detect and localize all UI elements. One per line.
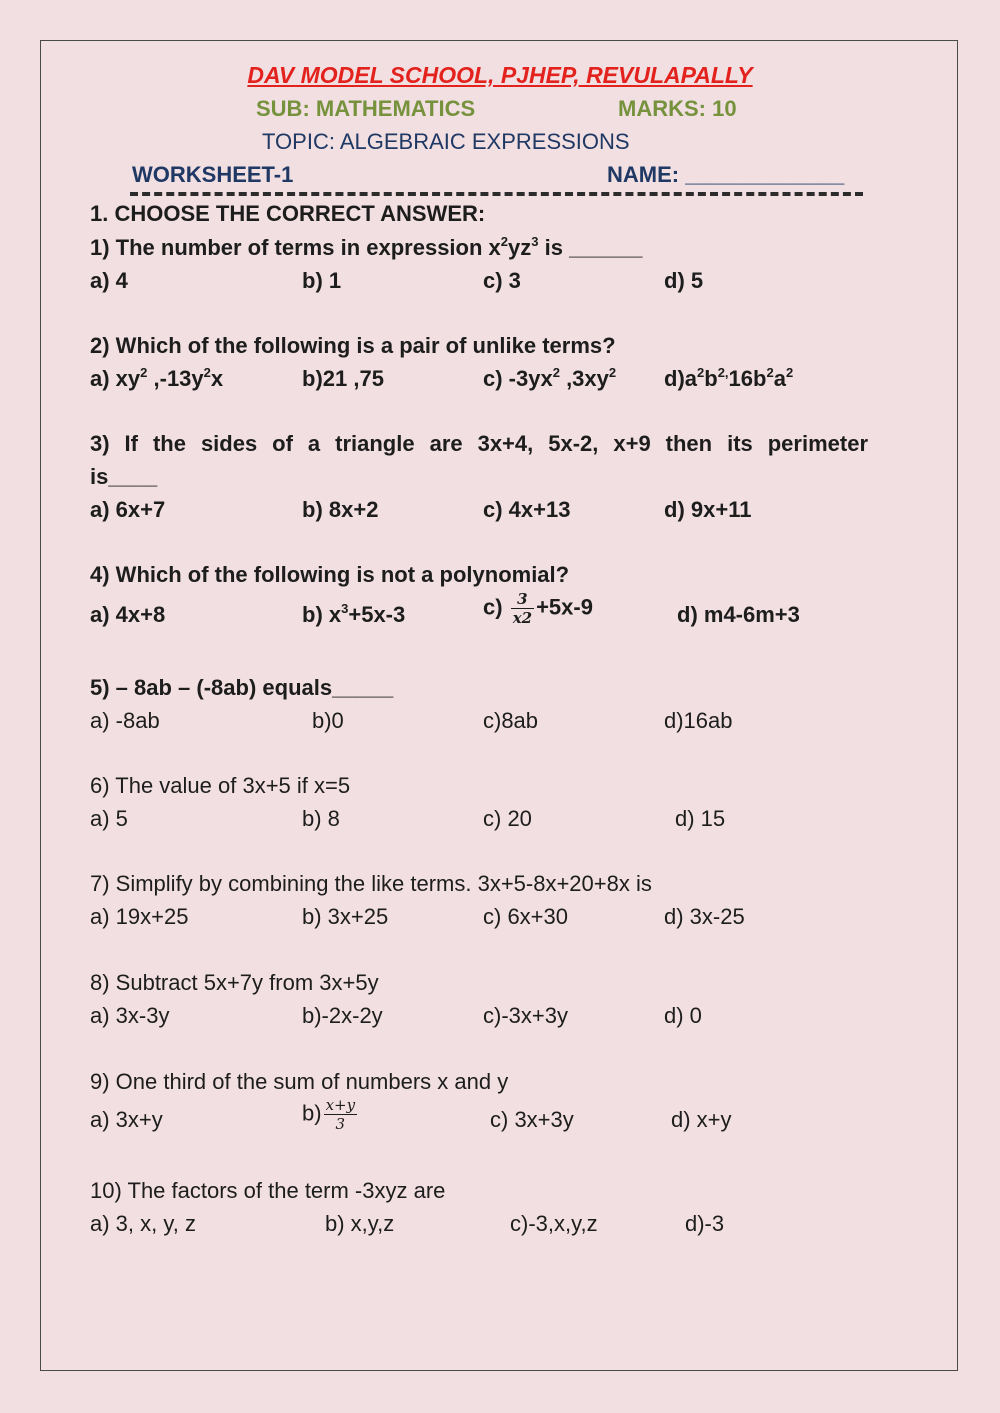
q6-option-d[interactable]: d) 15 — [675, 806, 726, 831]
q9-option-d[interactable]: d) x+y — [671, 1107, 732, 1132]
worksheet-label: WORKSHEET-1 — [132, 162, 294, 187]
q7-option-b[interactable]: b) 3x+25 — [302, 904, 389, 929]
q10-option-b[interactable]: b) x,y,z — [325, 1211, 395, 1236]
question-3-line-1: 3) If the sides of a triangle are 3x+4, 5x-2, x+9 then its perimeter — [90, 431, 868, 456]
q9-option-a[interactable]: a) 3x+y — [90, 1107, 163, 1132]
q3-option-c[interactable]: c) 4x+13 — [483, 497, 571, 522]
q8-option-c[interactable]: c)-3x+3y — [483, 1003, 568, 1028]
q6-option-b[interactable]: b) 8 — [302, 806, 340, 831]
q8-option-d[interactable]: d) 0 — [664, 1003, 702, 1028]
question-5: 5) – 8ab – (-8ab) equals_____ — [90, 675, 394, 700]
question-9: 9) One third of the sum of numbers x and y — [90, 1069, 509, 1094]
question-4: 4) Which of the following is not a polynomial? — [90, 562, 570, 587]
fraction: $\frac{x+y}{3}$ — [325, 1096, 356, 1133]
question-3-line-2: is____ — [90, 464, 158, 489]
fraction: $\frac{3}{x2}$ — [512, 590, 533, 627]
topic-label: TOPIC: ALGEBRAIC EXPRESSIONS — [262, 129, 630, 154]
q1-option-d[interactable]: d) 5 — [664, 268, 704, 293]
q4-option-a[interactable]: a) 4x+8 — [90, 602, 166, 627]
dashed-divider — [130, 192, 863, 196]
question-1: 1) The number of terms in expression $x^2yz^3$ is ______ — [90, 234, 643, 260]
school-name: DAV MODEL SCHOOL, PJHEP, REVULAPALLY — [247, 62, 753, 88]
question-8: 8) Subtract 5x+7y from 3x+5y — [90, 970, 379, 995]
name-field[interactable]: NAME: _____________ — [607, 162, 845, 187]
q10-option-d[interactable]: d)-3 — [685, 1211, 725, 1236]
q2-option-b[interactable]: b)21 ,75 — [302, 366, 384, 391]
q1-option-c[interactable]: c) 3 — [483, 268, 521, 293]
question-6: 6) The value of 3x+5 if x=5 — [90, 773, 351, 798]
q1-option-a[interactable]: a) 4 — [90, 268, 128, 293]
q10-option-c[interactable]: c)-3,x,y,z — [510, 1211, 598, 1236]
q4-option-d[interactable]: d) m4-6m+3 — [677, 602, 800, 627]
q9-option-b[interactable]: b) $\frac{x+y}{3}$ — [302, 1096, 356, 1133]
q9-option-c[interactable]: c) 3x+3y — [490, 1107, 574, 1132]
question-7: 7) Simplify by combining the like terms. 3x+5-8x+20+8x is — [90, 871, 652, 896]
q7-option-a[interactable]: a) 19x+25 — [90, 904, 189, 929]
q6-option-c[interactable]: c) 20 — [483, 806, 532, 831]
q5-option-d[interactable]: d)16ab — [664, 708, 733, 733]
section-title: 1. CHOOSE THE CORRECT ANSWER: — [90, 201, 486, 226]
q2-option-d[interactable]: $d)a^2b^{2,}16b^2a^2$ — [664, 365, 794, 391]
q7-option-c[interactable]: c) 6x+30 — [483, 904, 568, 929]
q3-option-a[interactable]: a) 6x+7 — [90, 497, 166, 522]
q5-option-c[interactable]: c)8ab — [483, 708, 539, 733]
question-10: 10) The factors of the term -3xyz are — [90, 1178, 446, 1203]
marks-label: MARKS: 10 — [618, 96, 737, 121]
q4-option-b[interactable]: b) $x^3+5x-3$ — [302, 601, 406, 627]
q4-option-c[interactable]: c) $\frac{3}{x2}$ +5x-9 — [483, 590, 593, 627]
q1-option-b[interactable]: b) 1 — [302, 268, 342, 293]
q8-option-a[interactable]: a) 3x-3y — [90, 1003, 170, 1028]
q8-option-b[interactable]: b)-2x-2y — [302, 1003, 383, 1028]
subject-label: SUB: MATHEMATICS — [256, 96, 476, 121]
q5-option-a[interactable]: a) -8ab — [90, 708, 160, 733]
q7-option-d[interactable]: d) 3x-25 — [664, 904, 745, 929]
q6-option-a[interactable]: a) 5 — [90, 806, 128, 831]
q2-option-a[interactable]: a) $xy^2$ $,-13y^2x$ — [90, 365, 224, 391]
q3-option-d[interactable]: d) 9x+11 — [664, 497, 752, 522]
question-2: 2) Which of the following is a pair of unlike terms? — [90, 333, 616, 358]
q5-option-b[interactable]: b)0 — [312, 708, 344, 733]
q3-option-b[interactable]: b) 8x+2 — [302, 497, 379, 522]
q2-option-c[interactable]: c) $-3yx^2$ $,3xy^2$ — [483, 365, 617, 391]
q10-option-a[interactable]: a) 3, x, y, z — [90, 1211, 196, 1236]
